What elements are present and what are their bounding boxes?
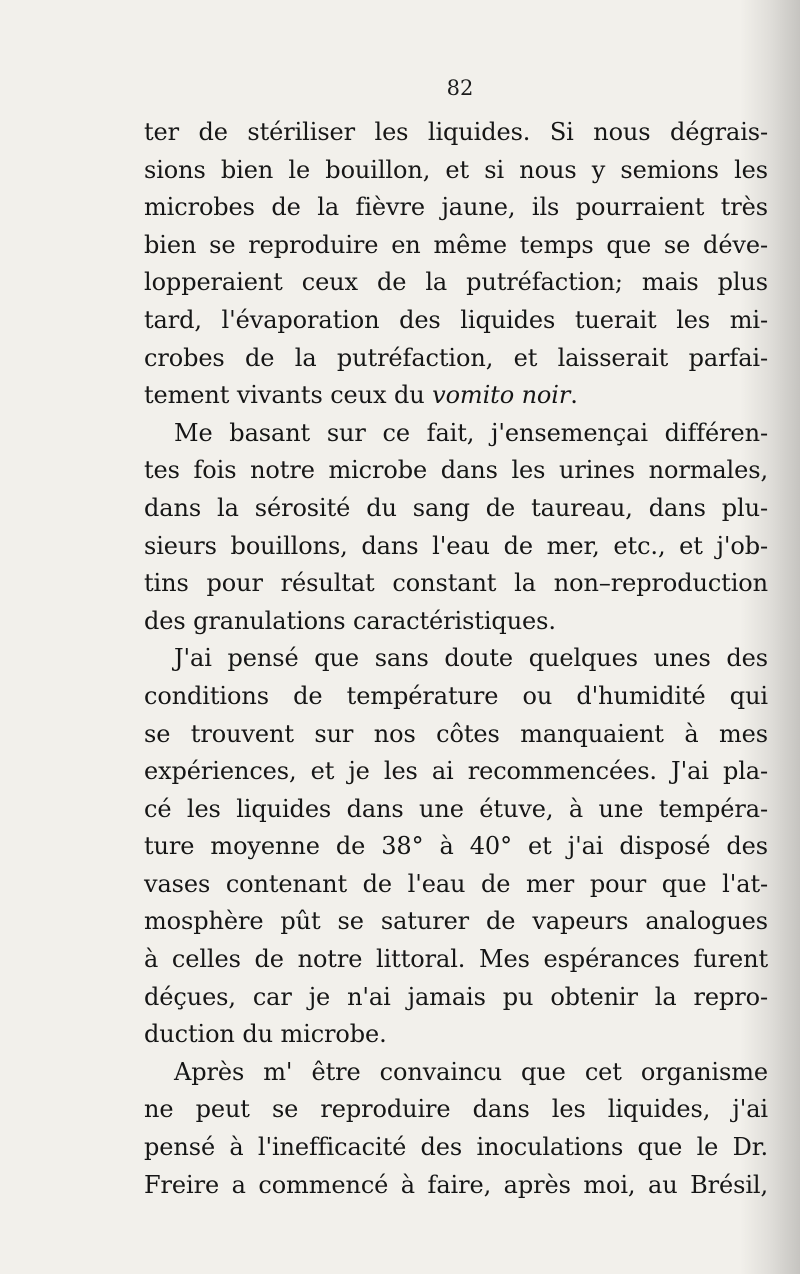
text-line: bien se reproduire en même temps que se déve- <box>144 230 768 259</box>
text-line: ne peut se reproduire dans les liquides, j'ai <box>144 1095 768 1124</box>
text-line: sions bien le bouillon, et si nous y semions les <box>144 155 768 184</box>
text-line: se trouvent sur nos côtes manquaient à mes <box>144 719 768 748</box>
text-line: tins pour résultat constant la non–reproduction <box>144 569 768 598</box>
text-line: sieurs bouillons, dans l'eau de mer, etc., et j'ob- <box>144 531 768 560</box>
text-line: des granulations caractéristiques. <box>144 606 556 635</box>
text-line: pensé à l'inefficacité des inoculations que le Dr. <box>144 1133 768 1162</box>
text-line: crobes de la putréfaction, et laisserait parfai- <box>144 343 768 372</box>
text-line: tard, l'évaporation des liquides tuerait les mi- <box>144 305 768 334</box>
text-line: microbes de la fièvre jaune, ils pourraient très <box>144 193 768 222</box>
text-line: tes fois notre microbe dans les urines normales, <box>144 456 768 485</box>
text-segment: tement vivants ceux du <box>144 381 433 410</box>
text-line: J'ai pensé que sans doute quelques unes des <box>174 644 768 673</box>
text-line <box>144 377 768 415</box>
text-line: expériences, et je les ai recommencées. J'ai pla- <box>144 757 768 786</box>
italic-term: vomito noir <box>432 381 571 410</box>
text-line: Après m' être convaincu que cet organisme <box>174 1057 768 1086</box>
text-line: déçues, car je n'ai jamais pu obtenir la repro- <box>144 982 768 1011</box>
text-line: à celles de notre littoral. Mes espérances furent <box>144 945 768 974</box>
text-line: cé les liquides dans une étuve, à une tempéra- <box>144 794 768 823</box>
text-segment: . <box>570 381 578 410</box>
text-line: ter de stériliser les liquides. Si nous dégrais- <box>144 118 768 146</box>
text-line: Freire a commencé à faire, après moi, au Brésil, <box>144 1170 768 1199</box>
text-line: lopperaient ceux de la putréfaction; mais plus <box>144 268 768 297</box>
body-text <box>144 114 768 1204</box>
text-line: ture moyenne de 38° à 40° et j'ai disposé des <box>144 832 768 861</box>
text-line: vases contenant de l'eau de mer pour que l'at- <box>144 869 768 898</box>
text-line: dans la sérosité du sang de taureau, dans plu- <box>144 493 768 522</box>
text-line: duction du microbe. <box>144 1020 387 1049</box>
text-line: Me basant sur ce fait, j'ensemençai différen- <box>174 418 768 447</box>
page-number: 82 <box>446 76 474 100</box>
text-line: conditions de température ou d'humidité qui <box>144 681 768 710</box>
text-line: mosphère pût se saturer de vapeurs analogues <box>144 907 768 936</box>
